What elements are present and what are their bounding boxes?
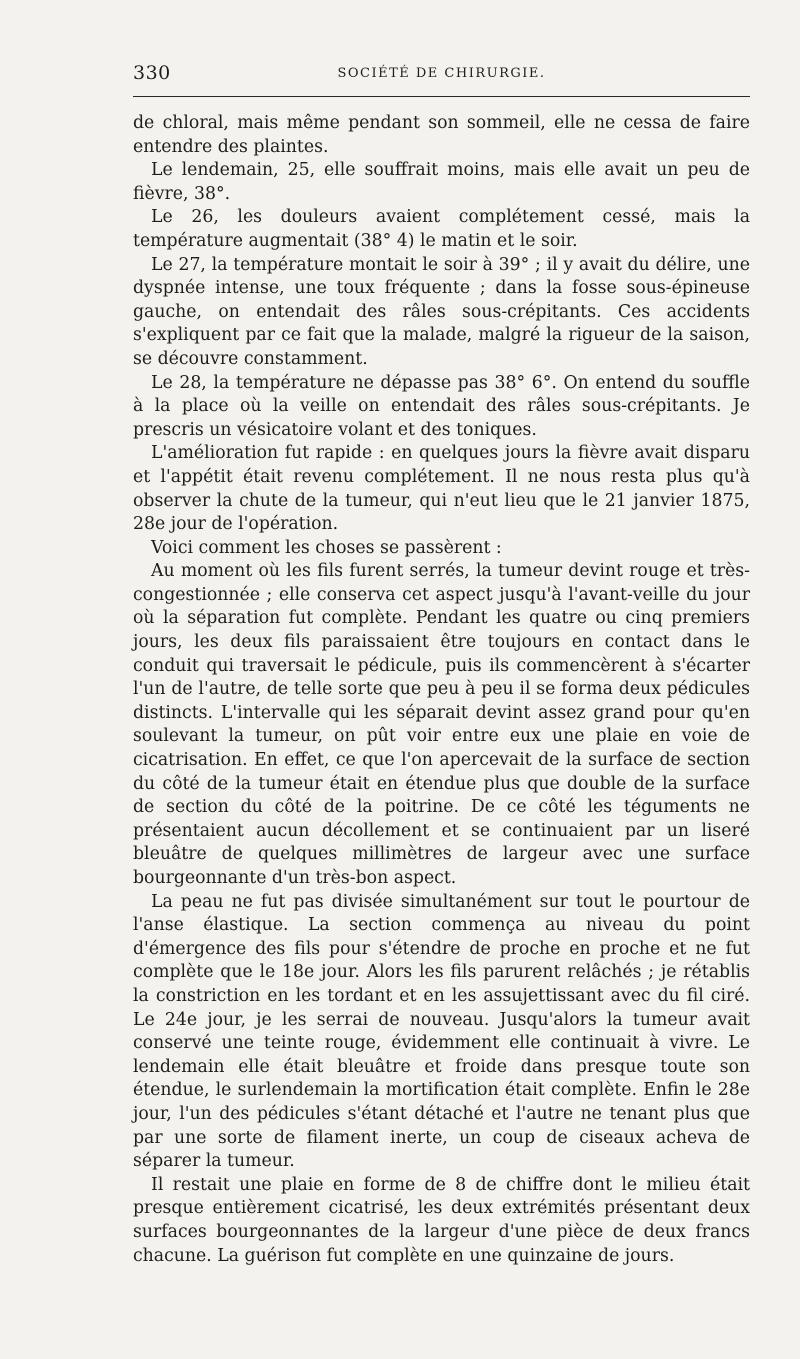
paragraph: Voici comment les choses se passèrent : xyxy=(151,537,502,558)
header-rule xyxy=(133,96,750,97)
paragraph: Au moment où les fils furent serrés, la tumeur devint rouge et très-congestionnée ; elle conserva cet aspect jusqu'à l'avant-veille du jour où la séparation fut complète. Pendant les quatre ou cinq premiers jours, les deux fils paraissaient être toujours en contact dans le conduit qui traversait le pédicule, puis ils commencèrent à s'écarter l'un de l'autre, de telle sorte que peu à peu il se forma deux pédicules distincts. L'intervalle qui les séparait devint assez grand pour qu'en soulevant la tumeur, on pût voir entre eux une plaie en voie de cicatrisation. En effet, ce que l'on apercevait de la surface de section du côté de la tumeur était en étendue plus que double de la surface de section du côté de la poitrine. De ce côté les téguments ne présentaient aucun décollement et se continuaient par un liseré bleuâtre de quelques millimètres de largeur avec une surface bourgeonnante d'un très-bon aspect. xyxy=(133,561,750,888)
paragraph: Le lendemain, 25, elle souffrait moins, mais elle avait un peu de fièvre, 38°. xyxy=(133,160,750,204)
paragraph: Le 26, les douleurs avaient complétement cessé, mais la température augmentait (38° 4) le matin et le soir. xyxy=(133,207,750,251)
paragraph: de chloral, mais même pendant son sommeil, elle ne cessa de faire entendre des plaintes. xyxy=(133,113,750,157)
paragraph: La peau ne fut pas divisée simultanément sur tout le pourtour de l'anse élastique. La section commença au niveau du point d'émergence des fils pour s'étendre de proche en proche et ne fut complète que le 18e jour. Alors les fils parurent relâchés ; je rétablis la constriction en les tordant et en les assujettissant avec du fil ciré. Le 24e jour, je les serrai de nouveau. Jusqu'alors la tumeur avait conservé une teinte rouge, évidemment elle continuait à vivre. Le lendemain elle était bleuâtre et froide dans presque toute son étendue, le surlendemain la mortification était complète. Enfin le 28e jour, l'un des pédicules s'étant détaché et l'autre ne tenant plus que par une sorte de filament inerte, un coup de ciseaux acheva de séparer la tumeur. xyxy=(133,891,750,1172)
paragraph: Il restait une plaie en forme de 8 de chiffre dont le milieu était presque entièrement cicatrisé, les deux extrémités présentant deux surfaces bourgeonnantes de la largeur d'une pièce de deux francs chacune. La guérison fut complète en une quinzaine de jours. xyxy=(133,1174,750,1266)
paragraph: Le 28, la température ne dépasse pas 38° 6°. On entend du souffle à la place où la veille on entendait des râles sous-crépitants. Je prescris un vésicatoire volant et des toniques. xyxy=(133,372,750,440)
paragraph: Le 27, la température montait le soir à 39° ; il y avait du délire, une dyspnée intense, une toux fréquente ; dans la fosse sous-épineuse gauche, on entendait des râles sous-crépitants. Ces accidents s'expliquent par ce fait que la malade, malgré la rigueur de la saison, se découvre constamment. xyxy=(133,254,750,369)
paragraph: L'amélioration fut rapide : en quelques jours la fièvre avait disparu et l'appétit était revenu complétement. Il ne nous resta plus qu'à observer la chute de la tumeur, qui n'eut lieu que le 21 janvier 1875, 28e jour de l'opération. xyxy=(133,443,750,535)
page-number: 330 xyxy=(133,62,171,84)
body-text xyxy=(133,112,750,1268)
running-head xyxy=(133,62,750,88)
journal-title: SOCIÉTÉ DE CHIRURGIE. xyxy=(337,66,546,81)
